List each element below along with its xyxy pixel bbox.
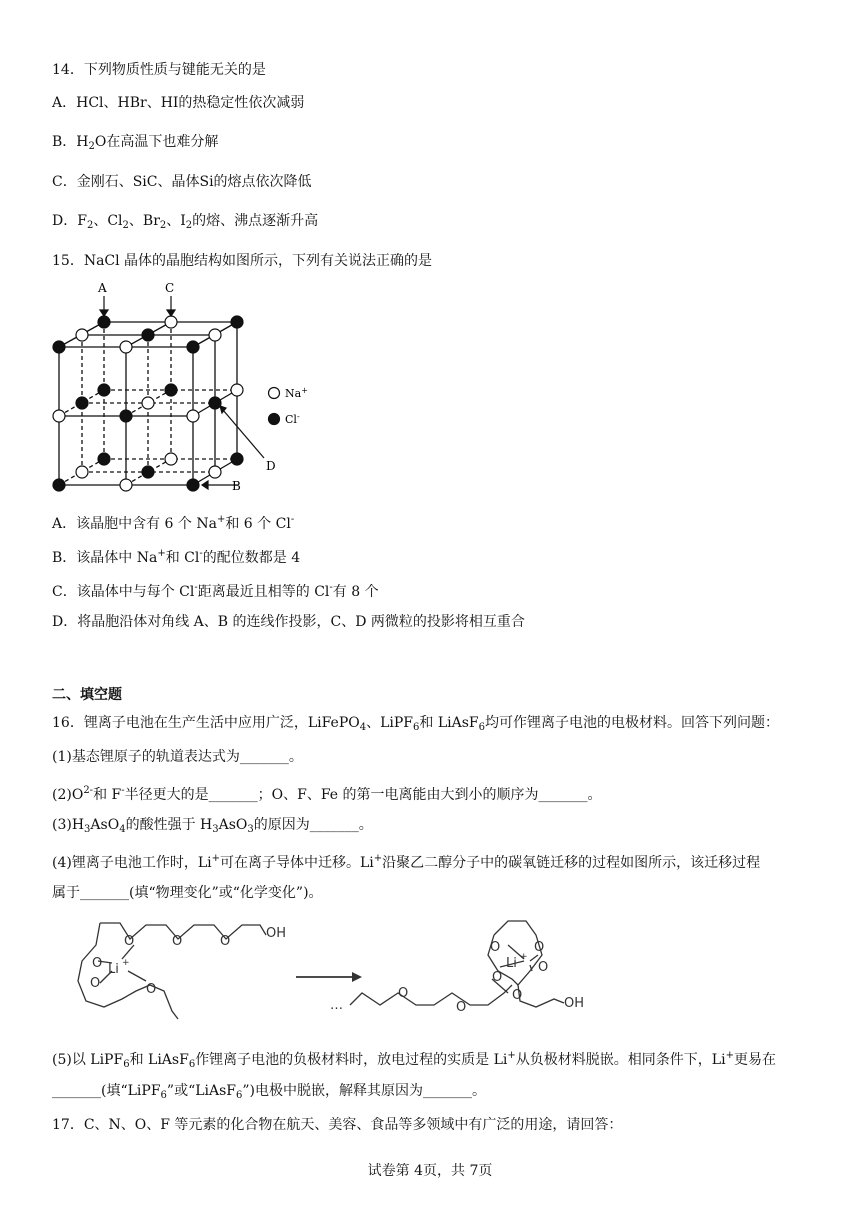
cl-atom [98,453,110,465]
na-atom [165,316,177,328]
li-migration-figure [60,915,630,1025]
q15-option-a: A．该晶胞中含有 6 个 Na+和 6 个 Cl- [52,514,295,532]
q15-option-b: B．该晶体中 Na+和 Cl-的配位数都是 4 [52,548,301,566]
svg-text:O: O [90,976,101,991]
q15-stem: 15．NaCl 晶体的晶胞结构如图所示，下列有关说法正确的是 [52,253,433,269]
cl-atom [142,329,154,341]
svg-text:O: O [492,970,503,985]
q16-part1: (1)基态锂原子的轨道表达式为_______。 [52,749,303,765]
q16-part4-line2: 属于_______(填“物理变化”或“化学变化”)。 [52,885,323,901]
svg-text:+: + [520,952,528,962]
svg-text:Li: Li [506,956,517,971]
q14-option-d: D．$F_2$、$Cl_2$、$Br_2$、$I_2$的熔、沸点逐渐升高 [52,213,319,231]
na-atom [76,329,88,341]
svg-text:…: … [330,998,343,1013]
na-atom [76,466,88,478]
cl-atom [98,384,110,396]
na-atom [165,453,177,465]
cl-atom [53,479,65,491]
label-c: C [165,281,175,295]
svg-text:OH: OH [564,996,585,1011]
q17-stem: 17．C、N、O、F 等元素的化合物在航天、美容、食品等多领域中有广泛的用途，请回答： [52,1117,623,1133]
na-atom [209,466,221,478]
q16-stem: 16．锂离子电池在生产生活中应用广泛，LiFePO$_4$、LiPF$_6$和 LiAsF$_6$均可作锂离子电池的电极材料。回答下列问题： [52,715,779,733]
q16-part2: $(2)O^{2-}$和 F-半径更大的是_______；O、F、Fe 的第一电离能由大到小的顺序为_______。 [52,785,602,803]
legend-na: Na+ [285,386,308,400]
svg-text:+: + [122,958,130,968]
na-atom [120,479,132,491]
cl-atom [231,453,243,465]
page-footer: 试卷第 4页，共 7页 [367,1163,493,1179]
q16-part5-line2: _______(填“LiPF$_6$”或“LiAsF$_6$”)电极中脱嵌，解释其原因为_______。 [52,1083,487,1101]
q14-stem: 14．下列物质性质与键能无关的是 [52,62,266,78]
svg-text:O: O [512,988,523,1003]
svg-text:O: O [456,1000,467,1015]
svg-text:OH: OH [266,926,287,941]
q15-option-c: C．该晶体中与每个 Cl-距离最近且相等的 Cl-有 8 个 [52,582,379,600]
na-atom [209,329,221,341]
na-atom [231,384,243,396]
legend-na-marker [269,388,280,399]
svg-text:O: O [124,934,135,949]
svg-text:O: O [534,940,545,955]
svg-text:O: O [92,956,103,971]
na-atom [120,341,132,353]
na-atom [187,410,199,422]
label-d: D [266,459,276,473]
svg-text:Li: Li [108,962,119,977]
q16-part4: (4)锂离子电池工作时，Li+可在离子导体中迁移。Li+沿聚乙二醇分子中的碳氧链迁移的过程如图所示，该迁移过程 [52,853,761,871]
cl-atom [231,316,243,328]
cl-atom [53,341,65,353]
svg-text:O: O [172,934,183,949]
nacl-unit-cell-figure [40,280,310,500]
svg-text:O: O [146,982,157,997]
q14-option-c: C．金刚石、SiC、晶体Si的熔点依次降低 [52,174,312,190]
svg-text:O: O [398,986,409,1001]
cl-atom [76,397,88,409]
q16-part5: (5)以 LiPF$_6$和 LiAsF$_6$作锂离子电池的负极材料时，放电过程的实质是 Li+从负极材料脱嵌。相同条件下，Li+更易在 [52,1050,776,1070]
cl-atom [98,316,110,328]
svg-text:O: O [220,934,231,949]
section-heading: 二、填空题 [52,687,122,703]
q16-part3: $(3)H_3AsO_4$的酸性强于 $H_3AsO_3$的原因为_______。 [52,817,373,835]
q14-option-b: B．$H_2O$在高温下也难分解 [52,134,219,152]
label-b: B [232,479,241,493]
svg-text:O: O [490,940,501,955]
q15-option-d: D．将晶胞沿体对角线 A、B 的连线作投影，C、D 两微粒的投影将相互重合 [52,614,525,630]
svg-text:O: O [538,960,549,975]
label-a: A [98,281,107,295]
cl-atom [187,341,199,353]
cl-atom [209,397,221,409]
cl-atom [187,479,199,491]
cl-atom [120,410,132,422]
cl-atom [165,384,177,396]
cl-atom [142,466,154,478]
na-atom [53,410,65,422]
legend-cl: Cl- [285,412,300,426]
legend-cl-marker [269,414,280,425]
q14-option-a: A．HCl、HBr、HI的热稳定性依次减弱 [52,95,305,111]
na-atom [142,397,154,409]
reaction-arrow [296,972,362,982]
